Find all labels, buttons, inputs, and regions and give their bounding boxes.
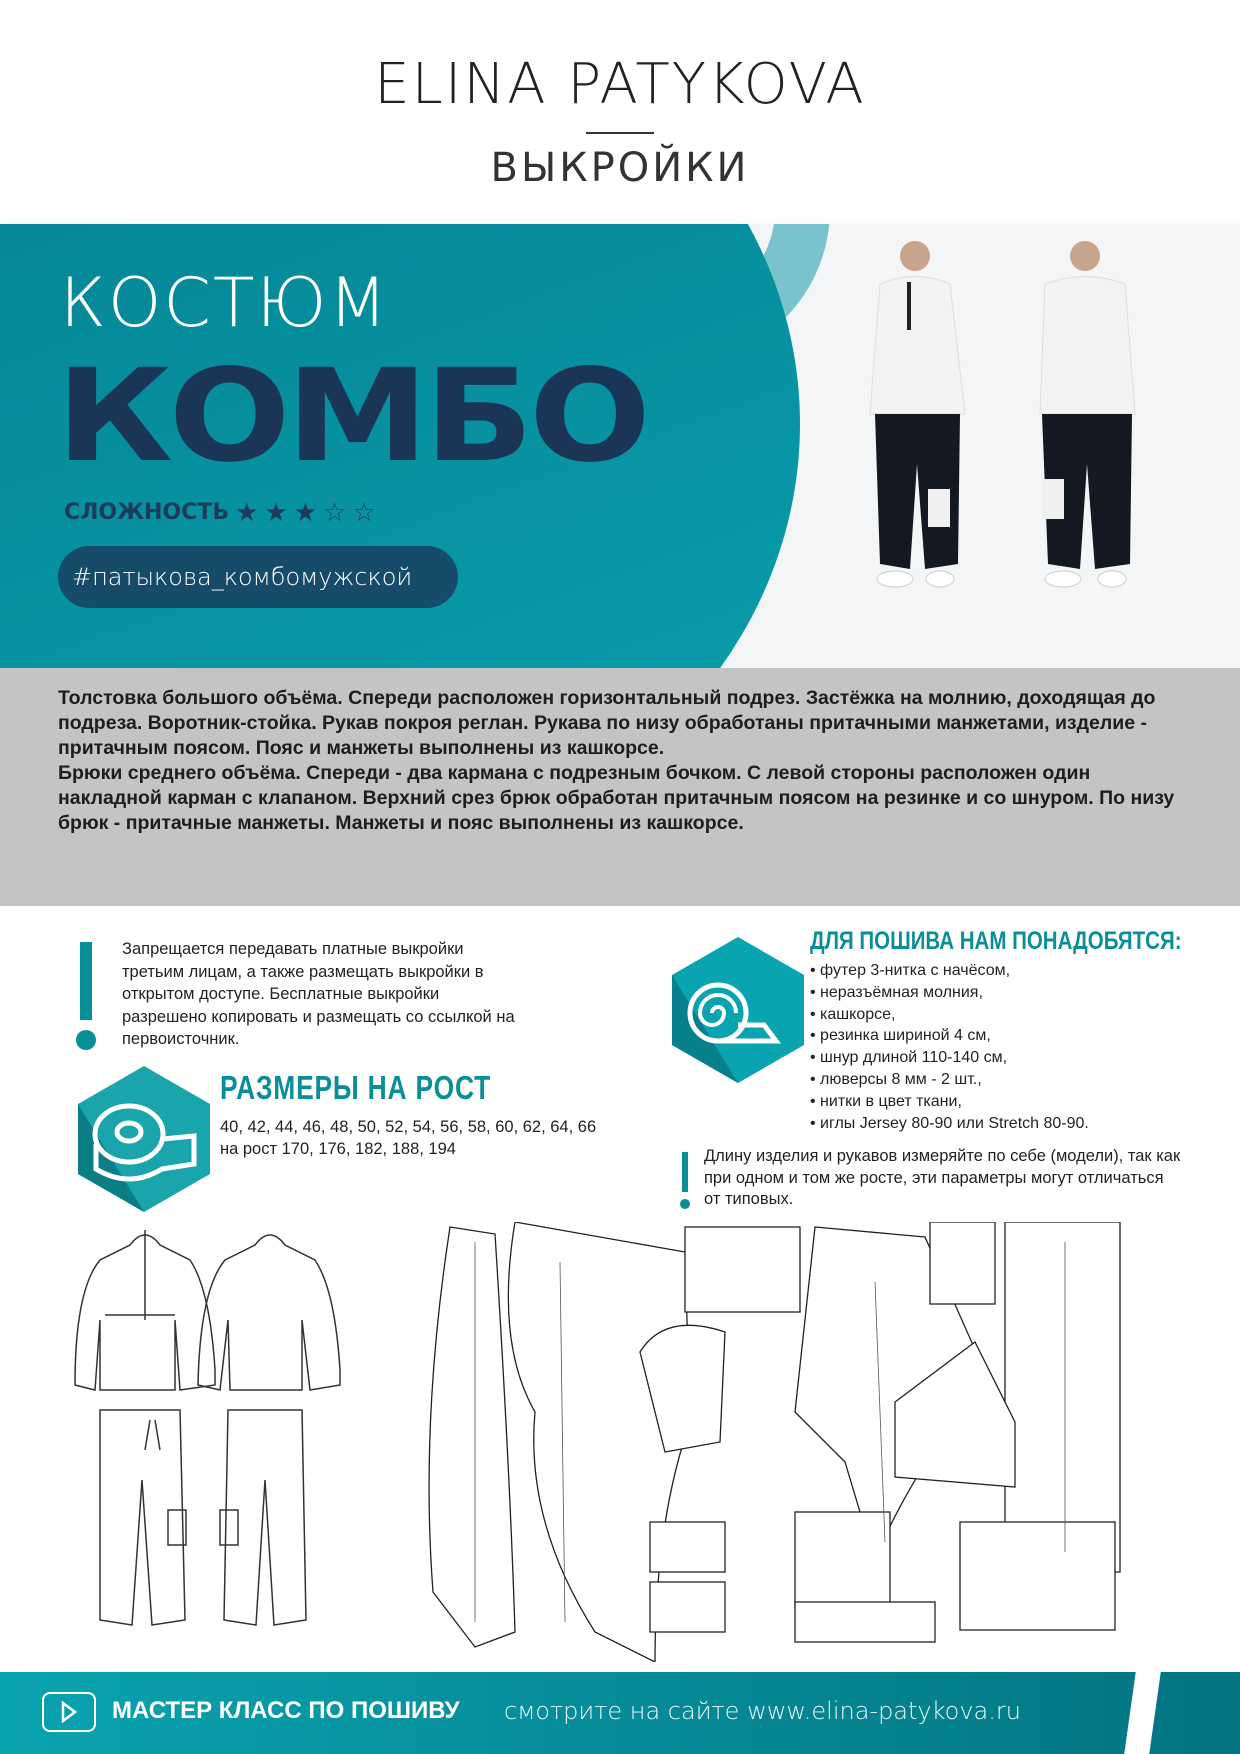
hero-banner [0, 224, 1240, 668]
list-item: • футер 3-нитка с начёсом, [810, 962, 1011, 979]
exclamation-icon [74, 942, 98, 1052]
title-line1: КОСТЮМ [60, 264, 390, 343]
star-filled-icon: ★ [235, 498, 259, 528]
hashtag-pill: #патыкова_комбомужской [58, 546, 458, 608]
copyright-notice: Запрещается передавать платные выкройки третьим лицам, а также размещать выкройки в открытом доступе. Бесплатные выкройки разрешено копировать и размещать со ссылкой на первоисточник. [122, 940, 515, 1048]
list-item: • люверсы 8 мм - 2 шт., [810, 1070, 982, 1088]
master-class-link[interactable]: МАСТЕР КЛАСС ПО ПОШИВУ [112, 1697, 460, 1724]
description [0, 668, 1240, 906]
star-empty-icon: ☆ [323, 498, 347, 528]
list-item: • нитки в цвет ткани, [810, 1092, 962, 1110]
sizes-heading: РАЗМЕРЫ НА РОСТ [220, 1069, 492, 1106]
model-front [870, 241, 965, 587]
fabric-roll-icon [668, 935, 808, 1085]
star-empty-icon: ☆ [352, 498, 376, 528]
list-item: • кашкорсе, [810, 1005, 896, 1023]
pattern-layout [415, 1222, 1175, 1662]
divider [586, 132, 654, 134]
sizes-list: 40, 42, 44, 46, 48, 50, 52, 54, 56, 58, 60, 62, 64, 66 [220, 1118, 597, 1136]
measuring-tape-icon [74, 1064, 214, 1214]
star-filled-icon: ★ [264, 498, 288, 528]
list-item: • резинка шириной 4 см, [810, 1027, 991, 1045]
play-video-icon[interactable] [42, 1692, 96, 1732]
model-photo [780, 224, 1240, 668]
subtitle: ВЫКРОЙКИ [490, 145, 750, 191]
list-item: • неразъёмная молния, [810, 983, 983, 1001]
materials-heading: ДЛЯ ПОШИВА НАМ ПОНАДОБЯТСЯ: [810, 927, 1182, 955]
sizes-text [220, 1116, 596, 1160]
list-item: • иглы Jersey 80-90 или Stretch 80-90. [810, 1114, 1089, 1132]
title-line2: КОМБО [56, 342, 647, 491]
difficulty-label: СЛОЖНОСТЬ [64, 500, 230, 525]
description-pants: Брюки среднего объёма. Спереди - два кармана с подрезным бочком. С левой стороны расположен один накладной карман с клапаном. Верхний срез брюк обработан притачным поясом на резинке и со шнуром. По низу брюк - притачные манжеты. Манжеты и пояс выполнены из кашкорсе. [58, 762, 1175, 834]
heights-list: на рост 170, 176, 182, 188, 194 [220, 1140, 456, 1158]
difficulty [64, 496, 376, 530]
brand-logo: ELINA PATYKOVA [374, 52, 866, 117]
materials-list [810, 960, 1089, 1134]
website-link[interactable]: смотрите на сайте www.elina-patykova.ru [504, 1697, 1021, 1725]
star-filled-icon: ★ [293, 498, 318, 528]
exclamation-icon [676, 1152, 694, 1210]
description-hoodie: Толстовка большого объёма. Спереди расположен горизонтальный подрез. Застёжка на молнию, доходящая до подреза. Воротник-стойка. Рукав покроя реглан. Рукава по низу обработаны притачными манжетами, изделие - притачным поясом. Пояс и манжеты выполнены из кашкорсе. [58, 687, 1156, 759]
measurement-note: Длину изделия и рукавов измеряйте по себе (модели), так как при одном и том же росте, эти параметры могут отличаться от типовых. [704, 1147, 1181, 1208]
technical-flat-sketch [70, 1220, 370, 1660]
list-item: • шнур длиной 110-140 см, [810, 1049, 1008, 1067]
model-back [1040, 241, 1135, 587]
footer-banner [0, 1672, 1240, 1754]
